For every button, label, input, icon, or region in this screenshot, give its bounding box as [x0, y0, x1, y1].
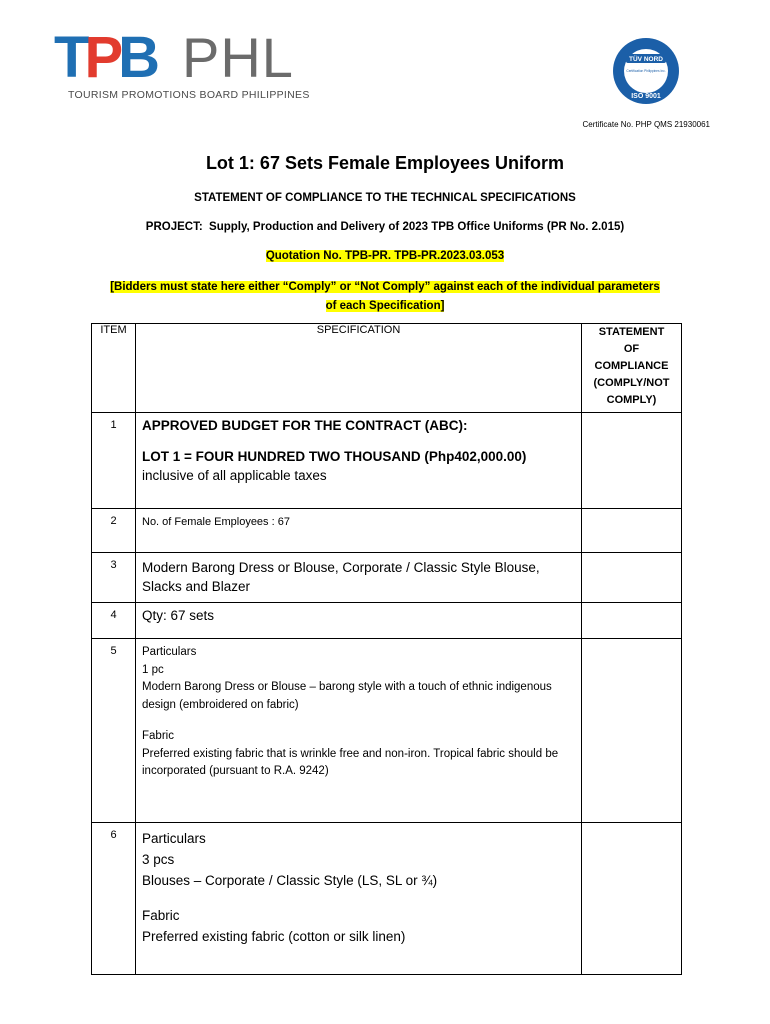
spec-text: Modern Barong Dress or Blouse, Corporate / Classic Style Blouse, Slacks and Blazer: [142, 560, 540, 594]
table-header-row: [92, 324, 682, 413]
specification-cell: [136, 509, 582, 553]
spec-line: Fabric: [142, 908, 180, 923]
table-row: [92, 823, 682, 975]
seal-bottom-text: ISO 9001: [631, 93, 661, 100]
spec-line: Preferred existing fabric that is wrinkle free and non-iron. Tropical fabric should be incorporated (pursuant to R.A. 9242): [142, 747, 559, 777]
page-title: Lot 1: 67 Sets Female Employees Uniform: [205, 153, 565, 173]
table-row: [92, 603, 682, 639]
header-item: ITEM: [92, 324, 136, 413]
header-compliance-line: (COMPLY/NOT: [593, 377, 670, 389]
spec-text: No. of Female Employees : 67: [142, 516, 290, 528]
spec-gap: [142, 891, 575, 905]
header-compliance-line: STATEMENT: [598, 326, 665, 338]
logo-subtitle: TOURISM PROMOTIONS BOARD PHILIPPINES: [68, 89, 310, 101]
table-row: [92, 639, 682, 823]
project-label: PROJECT:: [145, 221, 203, 233]
seal-middle-text: Certification Philippines Inc.: [626, 69, 666, 73]
tpb-phl-logo: [54, 25, 310, 102]
compliance-cell[interactable]: [582, 823, 682, 975]
spec-line: Modern Barong Dress or Blouse – barong style with a touch of ethnic indigenous design (embroidered on fabric): [142, 681, 552, 711]
statement-heading: STATEMENT OF COMPLIANCE TO THE TECHNICAL SPECIFICATIONS: [194, 192, 576, 204]
spec-gap: [142, 714, 575, 728]
specification-table: [91, 323, 682, 975]
header-compliance: [582, 324, 682, 413]
instruction-line-2: of each Specification]: [325, 300, 445, 312]
item-number: 1: [92, 413, 136, 509]
abc-amount-rest: inclusive of all applicable taxes: [142, 468, 327, 483]
bidder-instruction: [90, 278, 680, 316]
specification-cell: [136, 639, 582, 823]
logo-phl-text: PHL: [182, 26, 294, 89]
spec-line: 1 pc: [142, 663, 164, 676]
specification-cell: [136, 823, 582, 975]
table-row: [92, 413, 682, 509]
header-specification: SPECIFICATION: [136, 324, 582, 413]
header-compliance-line: OF: [623, 343, 640, 355]
spec-line: 3 pcs: [142, 852, 175, 867]
spec-line: Blouses – Corporate / Classic Style (LS, SL or ¾): [142, 873, 438, 888]
table-row: [92, 553, 682, 603]
logo-letter-b: B: [118, 25, 156, 90]
header-compliance-line: COMPLIANCE: [594, 360, 669, 372]
compliance-cell[interactable]: [582, 603, 682, 639]
seal-top-text: TÜV NORD: [629, 56, 663, 63]
iso-certification-seal: [612, 37, 680, 105]
logo-letters: [54, 25, 156, 90]
instruction-line-1: [Bidders must state here either “Comply” or “Not Comply” against each of the individual parameters: [110, 281, 660, 293]
spec-line: Fabric: [142, 730, 174, 742]
spec-line: Particulars: [142, 646, 197, 658]
compliance-cell[interactable]: [582, 553, 682, 603]
spec-line: Preferred existing fabric (cotton or silk linen): [142, 929, 406, 944]
specification-cell: [136, 413, 582, 509]
item-number: 4: [92, 603, 136, 639]
quotation-number: Quotation No. TPB-PR. TPB-PR.2023.03.053: [265, 250, 505, 262]
compliance-cell[interactable]: [582, 639, 682, 823]
spec-line: Particulars: [142, 831, 206, 846]
item-number: 2: [92, 509, 136, 553]
item-number: 3: [92, 553, 136, 603]
specification-cell: [136, 553, 582, 603]
logo-letter-t: T: [54, 25, 85, 90]
abc-amount-bold: LOT 1 = FOUR HUNDRED TWO THOUSAND (Php402,000.00): [142, 449, 527, 464]
specification-cell: [136, 603, 582, 639]
spec-text: Qty: 67 sets: [142, 608, 215, 623]
table-row: [92, 509, 682, 553]
header-compliance-line: COMPLY): [606, 394, 657, 406]
project-line: [0, 221, 770, 233]
compliance-cell[interactable]: [582, 509, 682, 553]
quotation-line: [0, 250, 770, 262]
logo-letter-p: P: [84, 25, 119, 90]
project-text: Supply, Production and Delivery of 2023 TPB Office Uniforms (PR No. 2.015): [209, 221, 625, 233]
abc-amount: [142, 447, 575, 485]
compliance-cell[interactable]: [582, 413, 682, 509]
item-number: 6: [92, 823, 136, 975]
item-number: 5: [92, 639, 136, 823]
abc-heading: APPROVED BUDGET FOR THE CONTRACT (ABC):: [142, 418, 468, 433]
certificate-number: Certificate No. PHP QMS 21930061: [582, 120, 710, 129]
